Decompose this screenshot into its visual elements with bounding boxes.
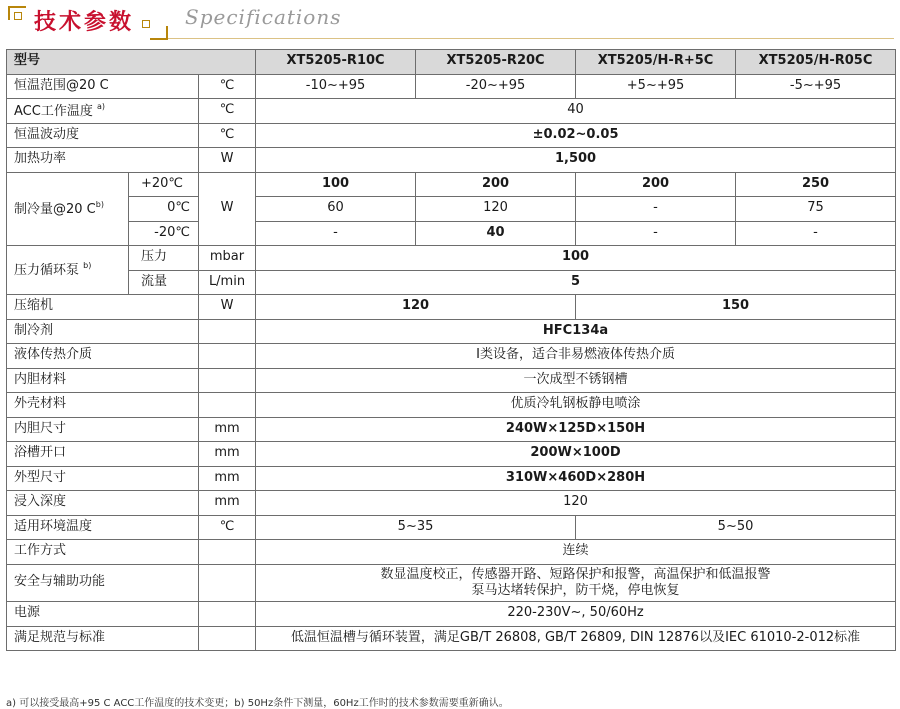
table-row (7, 319, 896, 344)
table-row (7, 246, 896, 271)
cell-value: 一次成型不锈钢槽 (256, 368, 896, 393)
row-label: 液体传热介质 (7, 344, 199, 369)
table-row (7, 270, 896, 295)
cell-value: 100 (256, 172, 416, 197)
cell-line: 泵马达堵转保护，防干烧，停电恢复 (471, 582, 680, 598)
row-label: 恒温范围@20 C (7, 74, 199, 99)
cell-value: 5~35 (256, 515, 576, 540)
cell-value: 120 (256, 491, 896, 516)
row-unit: mm (199, 491, 256, 516)
row-label: 安全与辅助功能 (7, 564, 199, 602)
cell-value: ±0.02~0.05 (256, 123, 896, 148)
cell-value: - (736, 221, 896, 246)
row-unit (199, 626, 256, 651)
table-row (7, 515, 896, 540)
row-unit: ℃ (199, 74, 256, 99)
cell-value: 连续 (256, 540, 896, 565)
row-unit: W (199, 172, 256, 246)
table-row (7, 602, 896, 627)
row-label: 适用环境温度 (7, 515, 199, 540)
footnote: a) 可以接受最高+95 C ACC工作温度的技术变更；b) 50Hz条件下测量，60Hz工作时的技术参数需要重新确认。 (6, 698, 509, 709)
cell-value (256, 564, 896, 602)
table-row (7, 295, 896, 320)
table-row (7, 172, 896, 197)
model-name: XT5205/H-R+5C (576, 50, 736, 75)
cell-value: 250 (736, 172, 896, 197)
table-row (7, 221, 896, 246)
cell-value: - (256, 221, 416, 246)
table-row (7, 344, 896, 369)
sub-label: 压力 (129, 246, 199, 271)
row-label: 工作方式 (7, 540, 199, 565)
cell-value: 200 (576, 172, 736, 197)
cell-value: 220-230V~, 50/60Hz (256, 602, 896, 627)
row-label: 制冷剂 (7, 319, 199, 344)
row-label: 压缩机 (7, 295, 199, 320)
cell-value: 1,500 (256, 148, 896, 173)
table-row (7, 564, 896, 602)
cell-line: 数显温度校正，传感器开路、短路保护和报警，高温保护和低温报警 (380, 566, 771, 582)
cell-value: +5~+95 (576, 74, 736, 99)
table-row (7, 417, 896, 442)
row-unit (199, 319, 256, 344)
row-label: ACC工作温度 $^{a)}$ (7, 99, 199, 124)
sub-label: +20℃ (129, 172, 199, 197)
row-unit: mm (199, 466, 256, 491)
row-unit (199, 602, 256, 627)
cell-value: 40 (416, 221, 576, 246)
row-unit: L/min (199, 270, 256, 295)
row-label: 加热功率 (7, 148, 199, 173)
table-row (7, 123, 896, 148)
row-label: 压力循环泵 $^{b)}$ (7, 246, 129, 295)
corner-ornament (142, 20, 150, 28)
row-label: 制冷量@20 $C^{b)}$ (7, 172, 129, 246)
cell-value: 100 (256, 246, 896, 271)
cell-value: 310W×460D×280H (256, 466, 896, 491)
row-unit: ℃ (199, 99, 256, 124)
cell-value: 150 (576, 295, 896, 320)
cell-value: 200 (416, 172, 576, 197)
cell-value: 5~50 (576, 515, 896, 540)
cell-value: 75 (736, 197, 896, 222)
cell-value: 120 (416, 197, 576, 222)
cell-value: 5 (256, 270, 896, 295)
row-label: 满足规范与标准 (7, 626, 199, 651)
cell-value: 40 (256, 99, 896, 124)
table-row (7, 74, 896, 99)
cell-value: - (576, 221, 736, 246)
table-row (7, 148, 896, 173)
cell-value: -5~+95 (736, 74, 896, 99)
section-title: 技术参数 (34, 10, 135, 35)
table-row (7, 442, 896, 467)
sub-label: -20℃ (129, 221, 199, 246)
row-unit (199, 393, 256, 418)
row-unit (199, 344, 256, 369)
cell-value: 200W×100D (256, 442, 896, 467)
cell-value: -10~+95 (256, 74, 416, 99)
row-unit: mm (199, 442, 256, 467)
row-unit (199, 564, 256, 602)
table-row (7, 99, 896, 124)
cell-value: 240W×125D×150H (256, 417, 896, 442)
model-name: XT5205-R20C (416, 50, 576, 75)
cell-value: -20~+95 (416, 74, 576, 99)
sub-label: 0℃ (129, 197, 199, 222)
cell-value: I类设备，适合非易燃液体传热介质 (256, 344, 896, 369)
cell-value: 低温恒温槽与循环装置，满足GB/T 26808, GB/T 26809, DIN 12876以及IEC 61010-2-012标准 (256, 626, 896, 651)
table-header-row (7, 50, 896, 75)
table-row (7, 491, 896, 516)
cell-value: 优质冷轧钢板静电喷涂 (256, 393, 896, 418)
model-name: XT5205-R10C (256, 50, 416, 75)
row-label: 恒温波动度 (7, 123, 199, 148)
cell-value: - (576, 197, 736, 222)
header-rule (162, 38, 894, 39)
table-row (7, 197, 896, 222)
row-unit: ℃ (199, 123, 256, 148)
row-label: 电源 (7, 602, 199, 627)
row-label: 外壳材料 (7, 393, 199, 418)
row-label: 外型尺寸 (7, 466, 199, 491)
row-unit: mbar (199, 246, 256, 271)
table-row (7, 540, 896, 565)
model-name: XT5205/H-R05C (736, 50, 896, 75)
row-unit (199, 540, 256, 565)
row-label: 内胆尺寸 (7, 417, 199, 442)
row-unit (199, 368, 256, 393)
sub-label: 流量 (129, 270, 199, 295)
row-unit: W (199, 295, 256, 320)
table-row (7, 466, 896, 491)
table-row (7, 393, 896, 418)
cell-value: HFC134a (256, 319, 896, 344)
row-label: 浸入深度 (7, 491, 199, 516)
cell-value: 60 (256, 197, 416, 222)
row-unit: W (199, 148, 256, 173)
table-row (7, 626, 896, 651)
section-subtitle: Specifications (185, 5, 342, 29)
row-label: 内胆材料 (7, 368, 199, 393)
spec-table (6, 49, 896, 651)
model-label: 型号 (7, 50, 256, 75)
table-row (7, 368, 896, 393)
row-unit: ℃ (199, 515, 256, 540)
section-header (0, 0, 900, 44)
cell-value: 120 (256, 295, 576, 320)
row-label: 浴槽开口 (7, 442, 199, 467)
corner-ornament (14, 12, 22, 20)
row-unit: mm (199, 417, 256, 442)
